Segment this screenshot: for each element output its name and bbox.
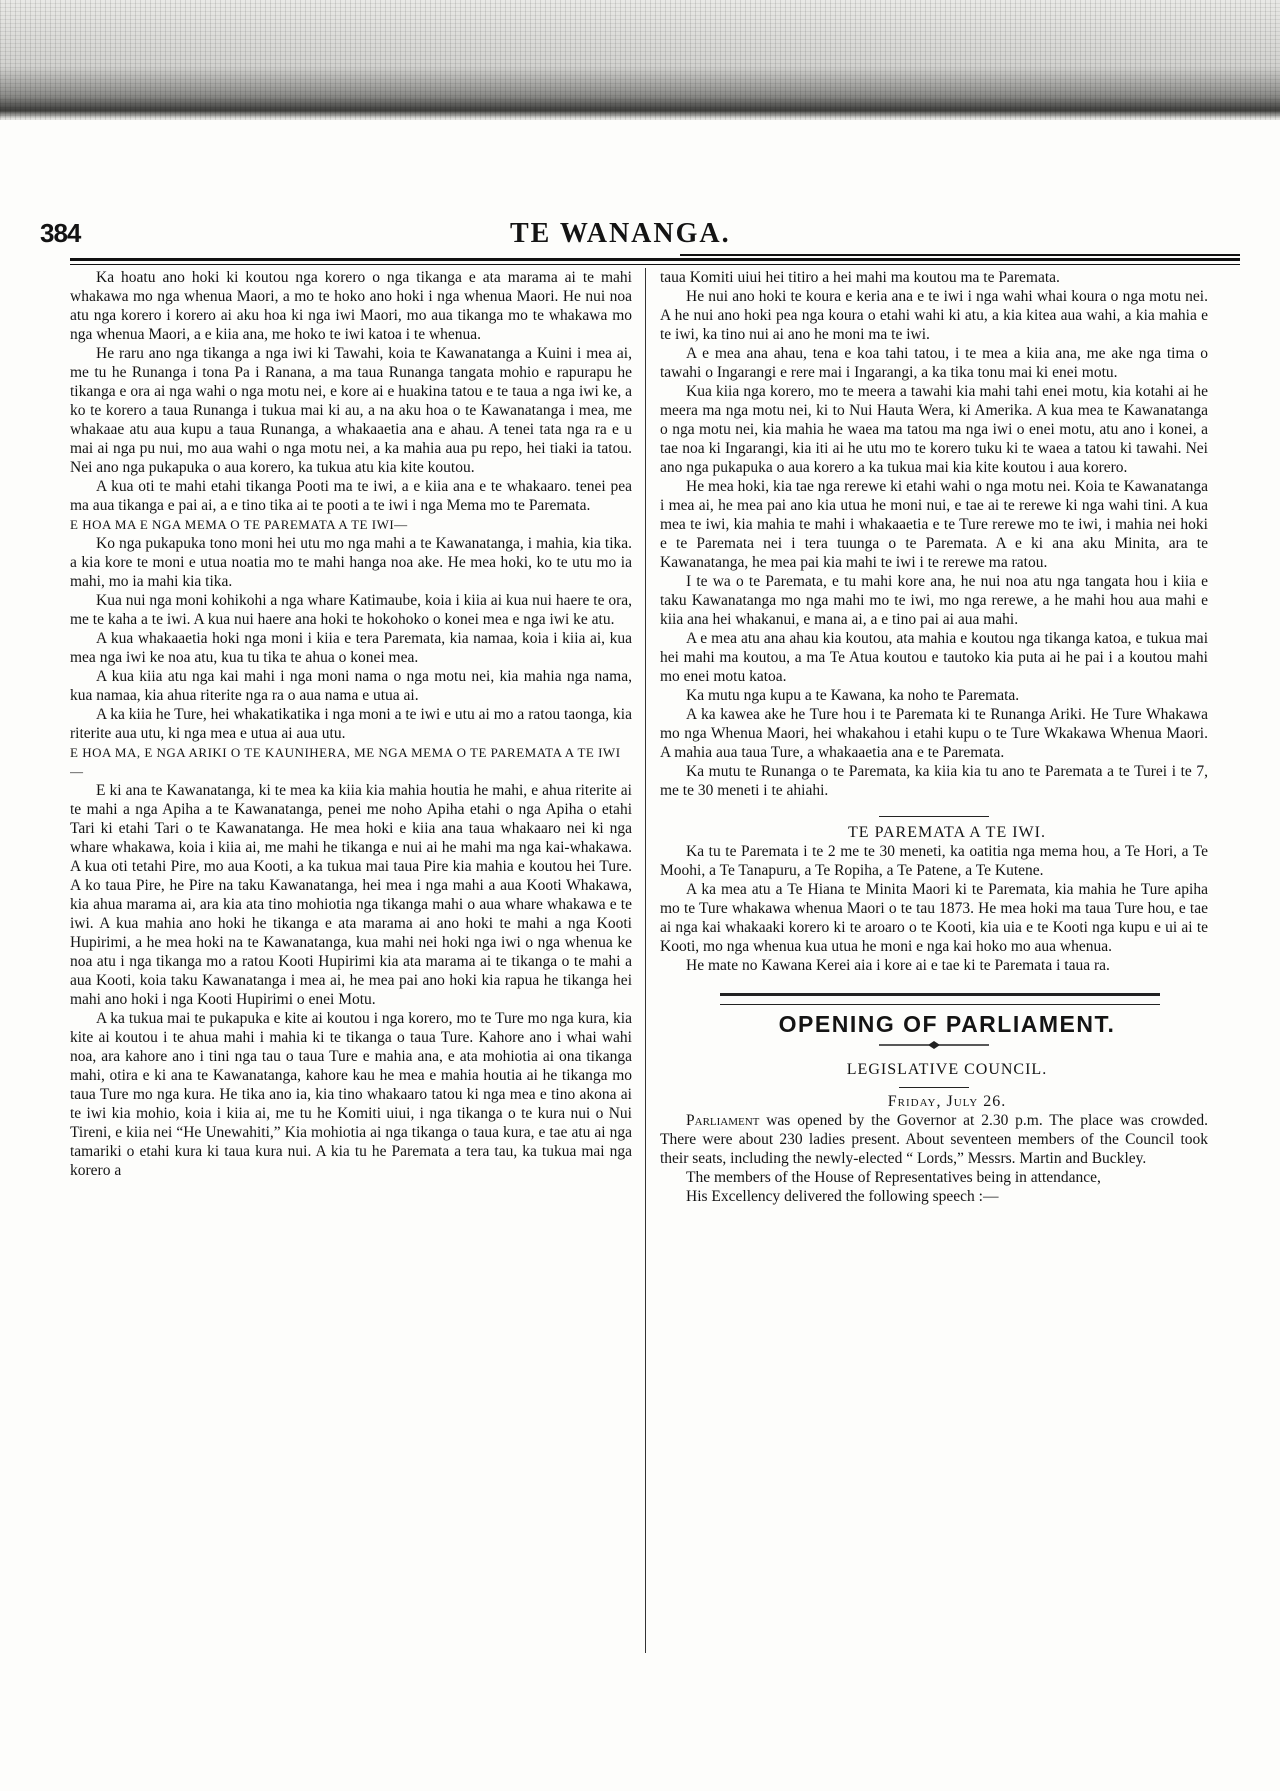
right-column [660,268,1208,1768]
section-heading: TE PAREMATA A TE IWI. [848,824,1046,841]
article-title: OPENING OF PARLIAMENT. [778,1011,1116,1037]
section-heading: E HOA MA E NGA MEMA O TE PAREMATA A TE IWI— [70,517,408,532]
paragraph: Ka mutu te Runanga o te Paremata, ka kiia kia tu ano te Paremata a te Turei i te 7, me te 30 meneti i te ahiahi. [660,763,1208,799]
paragraph: A ka tukua mai te pukapuka e kite ai koutou i nga korero, mo te Ture mo nga kura, kia kite ai koutou i te ahua mahi i mahia ki te tikanga o taua Ture. Kahore ano i whai wahi noa, ara kahore ano i tini nga tau o taua Ture e mahia ana, e ata mohiotia ai ona tikanga mahi, otira e ki ana te Kawanatanga, kahore kau he mea e mahia houtia ai he tikanga mo taua Ture mo nga kura. He tika ano ia, kia tino whakaaro tatou ki nga mea e tino akona ai te iwi kia mohio, koia i kiia ai, me tu he Komiti uiui, i nga tikanga o te kura nui o Nui Tireni, e kiia nei “He Unewahiti,” Kia mohiotia ai nga tikanga o taua kura, e tae atu ai nga tamariki o etahi kura ki taua kura nui. A kia tu he Paremata a tera tau, ka tukua mai nga korero a [70,1010,632,1179]
section-rule [899,1087,969,1088]
paragraph: Ka tu te Paremata i te 2 me te 30 meneti, ka oatitia nga mema hou, a Te Hori, a Te Moohi, a Te Tanapuru, a Te Ropiha, a Te Patene, a Te Kutene. [660,843,1208,879]
paragraph-text: was opened by the Governor at 2.30 p.m. The place was crowded. There were about 230 ladies present. About seventeen members of the Council took their seats, including the newly-elected “ Lords,” Messrs. Martin and Buckley. [660,1112,1208,1167]
lead-word: Parliament [686,1112,760,1129]
column-divider [645,268,646,1653]
header-rule [70,264,1240,265]
paragraph: Ko nga pukapuka tono moni hei utu mo nga mahi a te Kawanatanga, i mahia, kia tika. a kia kore te moni e utua noatia mo te mahi hanga noa ake. He mea hoki, ko te utu mo ia mahi, mo ia mahi kia tika. [70,535,632,590]
subheading: LEGISLATIVE COUNCIL. [846,1061,1048,1078]
paragraph: Kua kiia nga korero, mo te meera a tawahi kia mahi tahi enei motu, kia kotahi ai he meera ma nga motu nei, ki to Nui Hauta Wera, ki Amerika. A kua mea te Kawanatanga o nga motu nei, kia mahia he waea ma tatou ma nga iwi o enei motu, atu ano i konei, a tae noa ki Ingarangi, kia iti ai he utu mo te korero tuku ki te waea a tatou ki tawahi. Nei ano nga pukapuka o aua korero a ka tukua mai kia kite koutou i aua korero. [660,383,1208,476]
paragraph: A ka kawea ake he Ture hou i te Paremata ki te Runanga Ariki. He Ture Whakawa mo nga Whenua Maori, hei whakahou i etahi kupu o te Ture Wkakawa Whenua Maori. A mahia aua taua Ture, a whakaaetia ana e te Paremata. [660,706,1208,761]
paragraph: He mate no Kawana Kerei aia i kore ai e tae ki te Paremata i taua ra. [686,957,1110,974]
paragraph: A ka kiia he Ture, hei whakatikatika i nga moni a te iwi e utu ai mo a ratou taonga, kia riterite aua utu, ki nga mea e utua ai aua utu. [70,706,632,742]
paragraph: Kua nui nga moni kohikohi a nga whare Katimaube, koia i kiia ai kua nui haere te ora, me te kaha a te iwi. A kua nui haere ana hoki te hokohoko o konei mea e nga iwi ke atu. [70,592,632,628]
masthead-title: TE WANANGA. [510,218,731,249]
paragraph: taua Komiti uiui hei titiro a hei mahi ma koutou ma te Paremata. [660,269,1060,286]
paragraph [660,1111,1208,1168]
paragraph: Ka mutu nga kupu a te Kawana, ka noho te Paremata. [686,687,1020,704]
section-rule [879,816,989,817]
page-header [40,218,1240,258]
left-column [70,268,632,1768]
section-heading: E HOA MA, E NGA ARIKI O TE KAUNIHERA, ME NGA MEMA O TE PAREMATA A TE IWI— [70,745,621,779]
paragraph: He mea hoki, kia tae nga rerewe ki etahi wahi o nga motu nei. Koia te Kawanatanga i mea ai, he mea pai ano kia utua he moni nui, e tae ai te rerewe ki nga wahi tini. A kua mea te iwi, kia mahia te mahi i whakaaetia e te Ture rerewe mo te iwi, i mahia nei hoki e te Paremata nei i tera tuunga o te Paremata. A e ki ana aku Minita, ara te Kawanatanga, he mea pai kia mahi te iwi i te rerewe ma ratou. [660,478,1208,571]
scan-noise-band [0,0,1280,120]
ornament-rule-icon [879,1040,989,1050]
paragraph: A e mea atu ana ahau kia koutou, ata mahia e koutou nga tikanga katoa, e tukua mai hei mahi ma koutou, a ma Te Atua koutou e tautoko kia puta ai he pai i a koutou mahi mo enei motu katoa. [660,630,1208,685]
paragraph: I te wa o te Paremata, e tu mahi kore ana, he nui noa atu nga tangata hou i kiia e taku Kawanatanga mo nga mahi mo te iwi, mo nga rerewe, a he mahi hou aua mahi e kiia ana hei whakanui, e mana ai, a e tino pai ai aua mahi. [660,573,1208,628]
paragraph: A e mea ana ahau, tena e koa tahi tatou, i te mea a kiia ana, me ake nga tima o tawahi o Ingarangi e rere mai i Ingarangi, a ka tika tonu mai ki enei motu. [660,345,1208,381]
paragraph: A kua whakaaetia hoki nga moni i kiia e tera Paremata, kia namaa, koia i kiia ai, kua mea nga iwi ke noa atu, kua tu tika te ahua o konei mea. [70,630,632,666]
paragraph: E ki ana te Kawanatanga, ki te mea ka kiia kia mahia houtia he mahi, e ahua riterite ai te mahi a nga Apiha a te Kawanatanga, penei me noho Apiha etahi o nga Apiha o etahi Tari ki etahi Tari o te Kawanatanga. He mea hoki e kiia ana taua whakaaro nei ki nga whare whakawa, koia i kiia ai, me mahi he tikanga e nui ai he mahi ma nga kai-whakawa. A kua oti tetahi Pire, mo aua Kooti, a ka tukua mai taua Pire kia mahia e koutou hei Ture. A ko taua Pire, he Pire na taku Kawanatanga, hei mea i nga mahi a aua Kooti Whakawa, kia ahua marama ai, ara kia ata tino mohiotia nga tikanga mahi o aua whare whakawa e te iwi. A kua mahia ano hoki he tikanga e ata marama ai ano hoki te mahi a nga Kooti Hupirimi, a he mea hoki na te Kawanatanga, kua mahi nei hoki nga iwi o nga whenua ke noa atu i nga tikanga mo a ratou Kooti Hupirimi kia ata marama ai te tikanga o te mahi a aua Kooti, koia taku Kawanatanga i mea ai, he mea pai ano hoki kia rapua he tikanga hei mahi ano hoki i nga Kooti Hupirimi o enei Motu. [70,782,632,1008]
dateline: Friday, July 26. [887,1093,1007,1110]
paragraph: A ka mea atu a Te Hiana te Minita Maori ki te Paremata, kia mahia he Ture apiha mo te Ture whakawa whenua Maori o te tau 1873. He mea hoki ma taua Ture hou, e tae ai nga kai whakaaki korero ki te aroaro o te Kooti, kia uia e te Kooti nga kupu e ui ai te Kooti, mo nga whenua kua utua he moni e nga kai hoko mo aua whenua. [660,881,1208,955]
paragraph: His Excellency delivered the following speech :— [686,1188,999,1205]
paragraph: A kua oti te mahi etahi tikanga Pooti ma te iwi, a e kiia ana e te whakaaro. tenei pea ma aua tikanga e pai ai, a e tino tika ai te pooti a te iwi i nga Mema mo te Paremata. [70,478,632,514]
paragraph: A kua kiia atu nga kai mahi i nga moni nama o nga motu nei, kia mahia nga nama, kua namaa, kia ahua riterite nga ra o aua nama e utua ai. [70,668,632,704]
paragraph: The members of the House of Representatives being in attendance, [686,1169,1101,1186]
paragraph: He raru ano nga tikanga a nga iwi ki Tawahi, koia te Kawanatanga a Kuini i mea ai, me tu he Runanga i tona Pa i Ranana, a ma taua Runanga tangata mohio e rapurapu he tikanga e ora ai nga wahi o nga motu nei, e kore ai e huakina tatou e te taua a nga iwi ke, a ko te korero a taua Runanga i tukua mai ki au, a na aku hoa o te Kawanatanga i mea, me whakaae atu aua kupu a taua Runanga, a whakaaetia ana e ahau. A tenei tata nga ra e u mai ai nga pu nui, mo aua wahi o nga motu nei, a ka mahia aua pu repo, hei tiaki ia tatou. Nei ano nga pukapuka o aua korero, ka tukua atu kia kite koutou. [70,345,632,476]
paragraph: He nui ano hoki te koura e keria ana e te iwi i nga wahi whai koura o nga motu nei. A he nui ano hoki pea nga koura o etahi wahi ki atu, a kia kitea aua wahi, a kia mahia e te iwi, ka tino nui ai ano he moni ma te iwi. [660,288,1208,343]
header-rule [680,254,1240,256]
paragraph: Ka hoatu ano hoki ki koutou nga korero o nga tikanga e ata marama ai te mahi whakawa mo nga whenua Maori, a mo te hoko ano hoki i nga whenua Maori. He nui noa atu nga korero i korero ai aku hoa ki nga iwi Maori, mo aua tikanga mo te whakawa mo nga whenua Maori, a e kiia ana, me hoko te iwi katoa i te whenua. [70,269,632,343]
header-rule [70,258,1240,261]
section-double-rule [720,993,1160,1005]
page-number: 384 [40,218,81,248]
